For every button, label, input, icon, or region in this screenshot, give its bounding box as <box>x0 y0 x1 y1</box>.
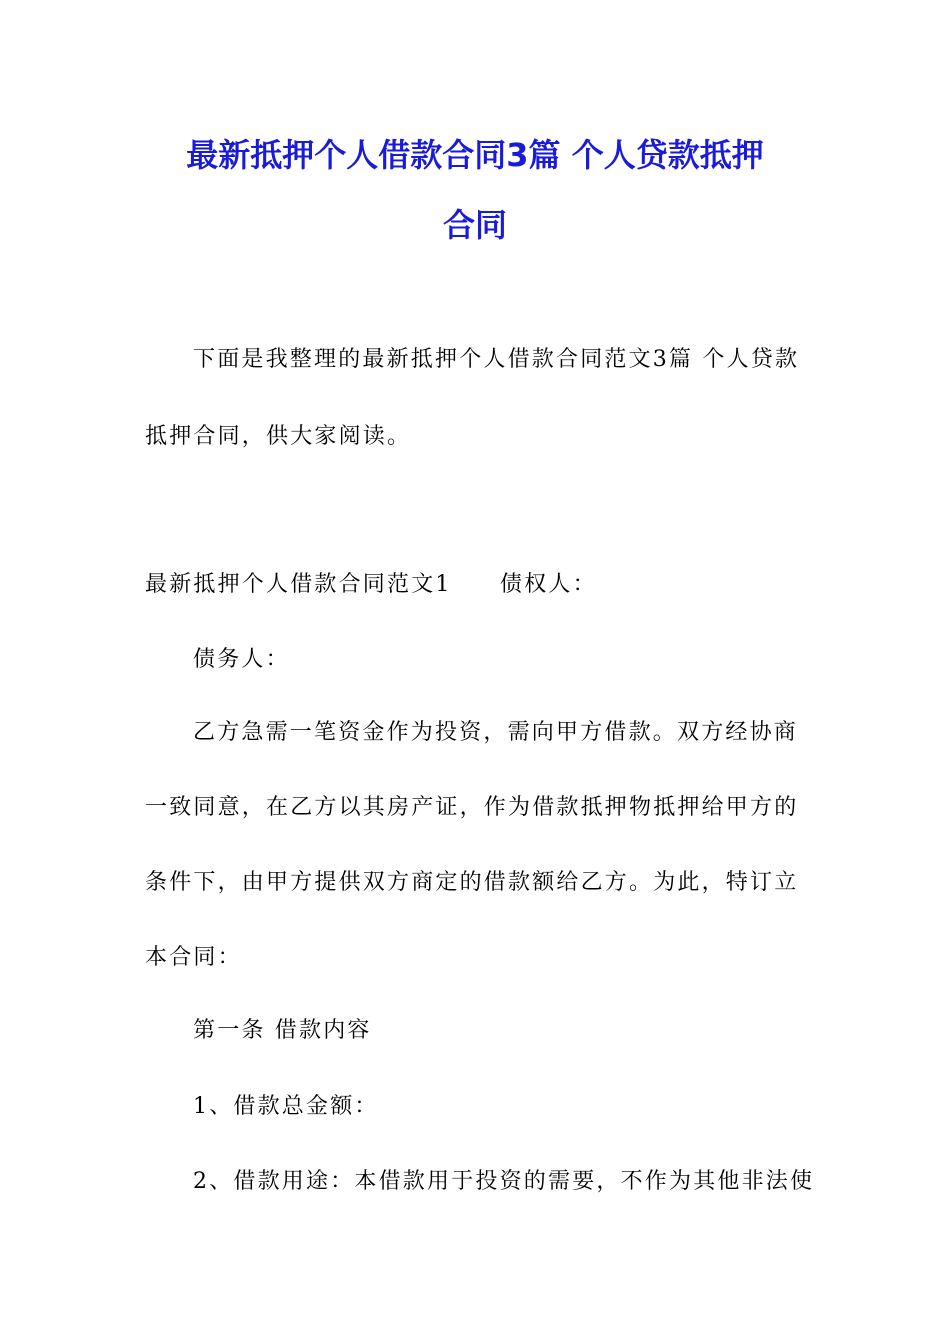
intro-line-2: 抵押合同，供大家阅读。 <box>145 424 412 449</box>
paragraph-line-1: 乙方急需一笔资金作为投资，需向甲方借款。双方经协商 <box>193 720 799 745</box>
article-1-item-1: 1、借款总金额： <box>193 1094 379 1119</box>
document-title-line-2: 合同 <box>442 206 507 244</box>
intro-line-1: 下面是我整理的最新抵押个人借款合同范文3篇 个人贷款 <box>193 347 800 372</box>
document-title-line-1: 最新抵押个人借款合同3篇 个人贷款抵押 <box>186 136 764 174</box>
section-heading-creditor: 最新抵押个人借款合同范文1 债权人： <box>145 572 597 597</box>
article-1-heading: 第一条 借款内容 <box>193 1018 372 1043</box>
paragraph-line-2: 一致同意，在乙方以其房产证，作为借款抵押物抵押给甲方的 <box>145 795 799 820</box>
debtor-line: 债务人： <box>193 647 290 672</box>
paragraph-line-4: 本合同： <box>145 945 242 970</box>
paragraph-line-3: 条件下，由甲方提供双方商定的借款额给乙方。为此，特订立 <box>145 870 799 895</box>
article-1-item-2: 2、借款用途：本借款用于投资的需要，不作为其他非法使 <box>193 1169 815 1194</box>
